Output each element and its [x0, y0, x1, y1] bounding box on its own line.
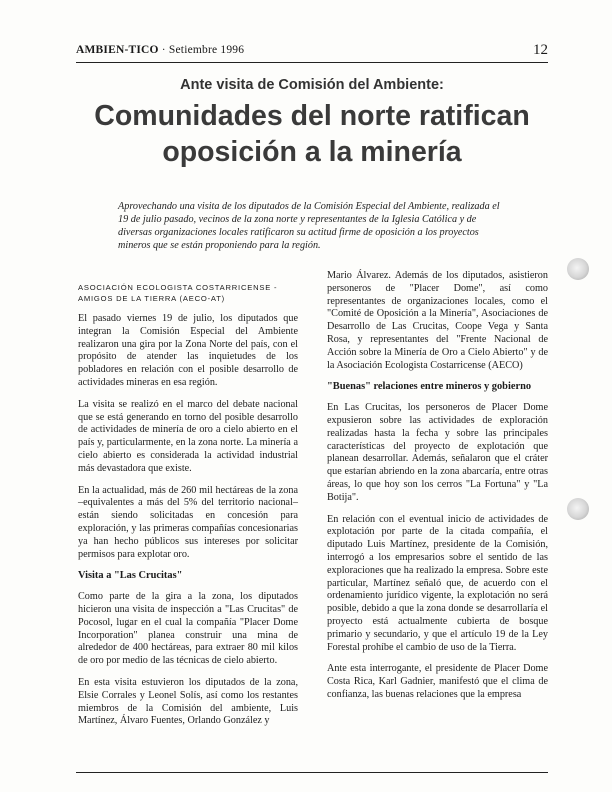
page-number: 12	[533, 42, 548, 58]
column-left	[78, 282, 298, 728]
article-kicker: Ante visita de Comisión del Ambiente:	[180, 77, 444, 93]
subheading: Visita a "Las Crucitas"	[78, 570, 183, 582]
paragraph: En Las Crucitas, los personeros de Placer Dome expusieron sobre las actividades de exploración realizadas hasta la fecha y sobre las principales características del proyecto de explotación que planean desarrollar. Además, señalaron que el cráter que estarían abriendo en la zona abarcaría, entre otras áreas, lo que hoy son los cerros "La Fortuna" y "La Botija".	[327, 402, 548, 503]
paragraph: La visita se realizó en el marco del debate nacional que se está generando en torno del posible desarrollo de actividades de minería de oro a cielo abierto en el país y, particularmente, en la zona norte. La minería a cielo abierto es considerada la actividad industrial más devastadora que existe.	[78, 398, 298, 474]
byline-line-1: ASOCIACIÓN ECOLOGISTA COSTARRICENSE -	[78, 283, 278, 292]
paragraph: El pasado viernes 19 de julio, los diputados que integran la Comisión Especial del Ambiente realizaron una gira por la Zona Norte del país, con el propósito de atender las inquietudes de los pobladores en relación con el posible desarrollo de actividades mineras en esa región.	[78, 313, 298, 388]
paragraph: Como parte de la gira a la zona, los diputados hicieron una visita de inspección a "Las Crucitas" de Pocosol, lugar en el cual la compañía "Placer Dome Incorporation" planea construir una mina de alrededor de 400 hectáreas, para extraer 80 mil kilos de oro por medio de las técnicas de cielo abierto.	[78, 591, 298, 667]
byline-line-2: AMIGOS DE LA TIERRA (AECO-AT)	[78, 294, 225, 303]
byline	[78, 282, 298, 304]
binder-hole	[567, 258, 589, 280]
paragraph: En relación con el eventual inicio de actividades de explotación por parte de la citada compañía, el diputado Luis Martínez, presidente de la Comisión, interrogó a los empresarios sobre el sentido de las exploraciones que ha realizado la empresa. Sobre este particular, Martínez señaló que, de acuerdo con el ordenamiento jurídico vigente, la explotación no será posible, debido a que la zona donde se desarrollaría el proyecto está actualmente cubierta de bosque primario y secundario, y que el artículo 19 de la Ley Forestal prohíbe el cambio de uso de la Tierra.	[327, 513, 548, 653]
paragraph: Mario Álvarez. Además de los diputados, asistieron personeros de "Placer Dome", así como representantes de organizaciones locales, como el "Comité de Oposición a la Minería", Asociaciones de Desarrollo de Las Crucitas, Coope Vega y Santa Rosa, y representantes del "Frente Nacional de Acción sobre la Minería de Oro a Cielo Abierto" y de la Asociación Ecologista Costarricense (AECO)	[327, 270, 548, 371]
article-headline	[60, 98, 564, 170]
paragraph: En esta visita estuvieron los diputados de la zona, Elsie Corrales y Leonel Solís, así como los restantes miembros de la Comisión del ambiente, Luis Martínez, Álvaro Fuentes, Orlando González y	[78, 676, 298, 727]
article-lead: Aprovechando una visita de los diputados de la Comisión Especial del Ambiente, realizada el 19 de julio pasado, vecinos de la zona norte y representantes de la Iglesia Católica y de diversas organizaciones locales ratificaron su actitud firme de oposición a los proyectos mineros que se están proponiendo para la región.	[118, 201, 500, 251]
publication-name: AMBIEN-TICO	[76, 44, 159, 56]
headline-line-2: oposición a la minería	[162, 136, 462, 168]
paragraph: En la actualidad, más de 260 mil hectáreas de la zona –equivalentes a más del 5% del territorio nacional– están siendo solicitadas en concesión para exploración, y las primeras compañías concesionarias ya han hecho públicos sus intereses por solicitar permisos para explotar oro.	[78, 484, 298, 560]
publication-info	[76, 44, 244, 56]
footer-rule	[76, 772, 548, 773]
binder-hole	[567, 498, 589, 520]
subheading: "Buenas" relaciones entre mineros y gobierno	[327, 381, 532, 393]
running-header	[76, 44, 548, 62]
paragraph: Ante esta interrogante, el presidente de Placer Dome Costa Rica, Karl Gadnier, manifestó que el clima de confianza, las buenas relaciones que la empresa	[327, 663, 548, 700]
issue-date: · Setiembre 1996	[161, 44, 245, 56]
headline-line-1: Comunidades del norte ratifican	[94, 100, 530, 132]
column-right	[327, 270, 548, 702]
header-rule	[76, 62, 548, 63]
